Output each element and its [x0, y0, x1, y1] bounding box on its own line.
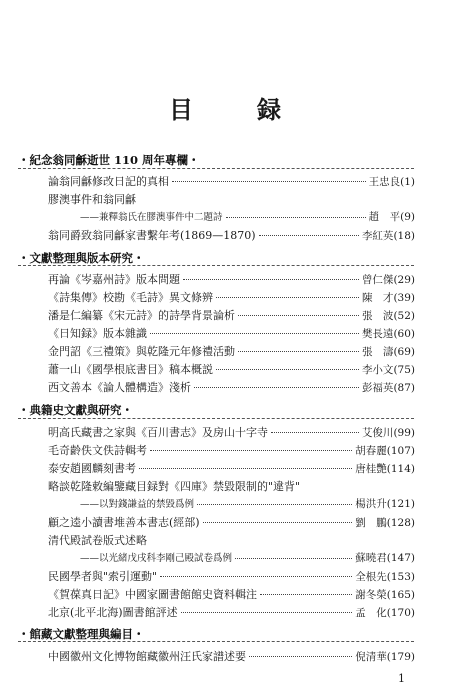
toc-entry[interactable] [48, 173, 415, 189]
entry-title: 泰安趙國麟刻書考 [48, 462, 136, 475]
leader-dots [203, 521, 353, 523]
entry-page: (1) [400, 176, 415, 188]
toc-entry[interactable] [48, 379, 415, 395]
toc-subentry[interactable] [80, 496, 415, 512]
entry-author: 胡春麗 [355, 445, 387, 457]
entry-author: 蘇曉君 [355, 552, 387, 564]
leader-dots [150, 332, 359, 334]
leader-dots [194, 386, 359, 388]
leader-dots [172, 180, 366, 182]
leader-dots [259, 234, 359, 236]
toc-entry[interactable] [48, 361, 415, 377]
leader-dots [160, 575, 352, 577]
entry-page: (52) [393, 310, 415, 322]
entry-author: 倪清華 [355, 651, 387, 663]
toc-entry[interactable] [48, 586, 415, 602]
entry-author: 艾俊川 [361, 427, 394, 439]
entry-page: (128) [386, 517, 415, 529]
leader-dots [235, 557, 352, 559]
toc-entry[interactable] [48, 568, 415, 584]
entry-page: (114) [386, 463, 415, 475]
entry-title: 北京(北平北海)圖書館評述 [48, 606, 178, 619]
section-divider [18, 418, 414, 419]
entry-author: 楊洪升 [355, 498, 387, 510]
toc-entry[interactable] [48, 424, 415, 440]
leader-dots [249, 655, 352, 657]
leader-dots [238, 314, 359, 316]
entry-author: 李紅英 [361, 230, 394, 242]
toc-entry[interactable] [48, 514, 415, 530]
entry-page: (179) [386, 651, 415, 663]
entry-title: 《日知録》版本雜識 [48, 327, 147, 340]
entry-page: (69) [393, 346, 415, 358]
entry-author: 張 濤 [361, 346, 394, 358]
toc-entry-title-only[interactable]: 略談乾隆敕編鑒藏目録對《四庫》禁毀限制的"違背" [48, 480, 301, 493]
entry-author: 孟 化 [355, 607, 387, 619]
entry-author: 李小文 [361, 364, 394, 376]
toc-subentry[interactable] [80, 209, 415, 225]
entry-subtitle: ——以光緒戊戌科李剛己殿試卷爲例 [80, 553, 233, 564]
entry-author: 樊長遠 [361, 328, 394, 340]
entry-page: (9) [400, 211, 415, 223]
entry-title: 再論《岑嘉州詩》版本問題 [48, 273, 180, 286]
entry-title: 論翁同龢修改日記的真相 [48, 175, 169, 188]
entry-page: (29) [393, 274, 415, 286]
entry-page: (39) [393, 292, 415, 304]
toc-subentry[interactable] [80, 550, 415, 566]
toc-entry[interactable] [48, 289, 415, 305]
entry-page: (165) [386, 589, 415, 601]
leader-dots [271, 431, 359, 433]
toc-entry[interactable] [48, 271, 415, 287]
leader-dots [226, 216, 366, 218]
entry-page: (18) [393, 230, 415, 242]
section-heading: ・紀念翁同龢逝世 110 周年專欄・ [18, 153, 200, 167]
entry-author: 謝冬榮 [355, 589, 387, 601]
leader-dots [181, 611, 353, 613]
toc-entry[interactable] [48, 648, 415, 664]
entry-page: (121) [386, 498, 415, 510]
toc-entry[interactable] [48, 604, 415, 620]
entry-title: 西文善本《論人體構造》淺析 [48, 381, 191, 394]
section-divider [18, 168, 414, 169]
entry-page: (99) [393, 427, 415, 439]
toc-entry-title-only[interactable]: 清代殿試卷版式述略 [48, 534, 147, 547]
entry-author: 陳 才 [361, 292, 394, 304]
entry-page: (170) [386, 607, 415, 619]
entry-subtitle: ——兼釋翁氏在膠澳事件中二題詩 [80, 212, 223, 223]
leader-dots [183, 278, 359, 280]
toc-entry[interactable] [48, 325, 415, 341]
entry-title: 蕭一山《國學根底書目》稿本概説 [48, 363, 213, 376]
entry-author: 曾仁傑 [361, 274, 394, 286]
leader-dots [216, 368, 359, 370]
entry-author: 王忠良 [368, 176, 401, 188]
entry-author: 彭福英 [361, 382, 394, 394]
entry-title: 翁同爵致翁同龢家書繫年考(1869—1870) [48, 229, 256, 242]
leader-dots [139, 467, 352, 469]
toc-entry[interactable] [48, 460, 415, 476]
entry-author: 趙 平 [368, 211, 401, 223]
leader-dots [150, 449, 352, 451]
section-heading: ・館藏文獻整理與編目・ [18, 627, 145, 641]
toc-entry[interactable] [48, 227, 415, 243]
leader-dots [238, 350, 359, 352]
entry-page: (147) [386, 552, 415, 564]
page-number: 1 [398, 672, 405, 685]
toc-entry[interactable] [48, 442, 415, 458]
entry-title: 中國徽州文化博物館藏徽州汪氏家譜述要 [48, 650, 246, 663]
section-heading: ・文獻整理與版本研究・ [18, 251, 145, 265]
section-divider [18, 641, 414, 642]
entry-page: (107) [386, 445, 415, 457]
entry-title: 金門詔《三禮策》與乾隆元年修禮活動 [48, 345, 235, 358]
entry-author: 全根先 [355, 571, 387, 583]
entry-page: (87) [393, 382, 415, 394]
leader-dots [197, 503, 352, 505]
entry-page: (60) [393, 328, 415, 340]
toc-entry-title-only[interactable]: 膠澳事件和翁同龢 [48, 193, 136, 206]
entry-page: (75) [393, 364, 415, 376]
entry-title: 顧之逵小讀書堆善本書志(經部) [48, 516, 200, 529]
entry-author: 唐桂艷 [355, 463, 387, 475]
entry-author: 劉 鵬 [355, 517, 387, 529]
entry-title: 民國學者與"索引運動" [48, 570, 158, 583]
entry-subtitle: ——以對錢謙益的禁毀爲例 [80, 499, 195, 510]
entry-title: 潘是仁編纂《宋元詩》的詩學背景論析 [48, 309, 235, 322]
toc-entry[interactable] [48, 343, 415, 359]
entry-title: 《賀葆真日記》中國家圖書館館史資料輯注 [48, 588, 257, 601]
entry-title: 明高氏藏書之家與《百川書志》及房山十字寺 [48, 426, 268, 439]
entry-page: (153) [386, 571, 415, 583]
section-divider [18, 265, 414, 266]
toc-entry[interactable] [48, 307, 415, 323]
entry-author: 張 波 [361, 310, 394, 322]
page-title: 目 録 [169, 95, 301, 124]
entry-title: 《詩集傳》校勘《毛詩》異文條辨 [48, 291, 213, 304]
entry-title: 毛奇齡佚文佚詩輯考 [48, 444, 147, 457]
leader-dots [260, 593, 352, 595]
leader-dots [216, 296, 359, 298]
section-heading: ・典籍史文獻與研究・ [18, 403, 133, 417]
